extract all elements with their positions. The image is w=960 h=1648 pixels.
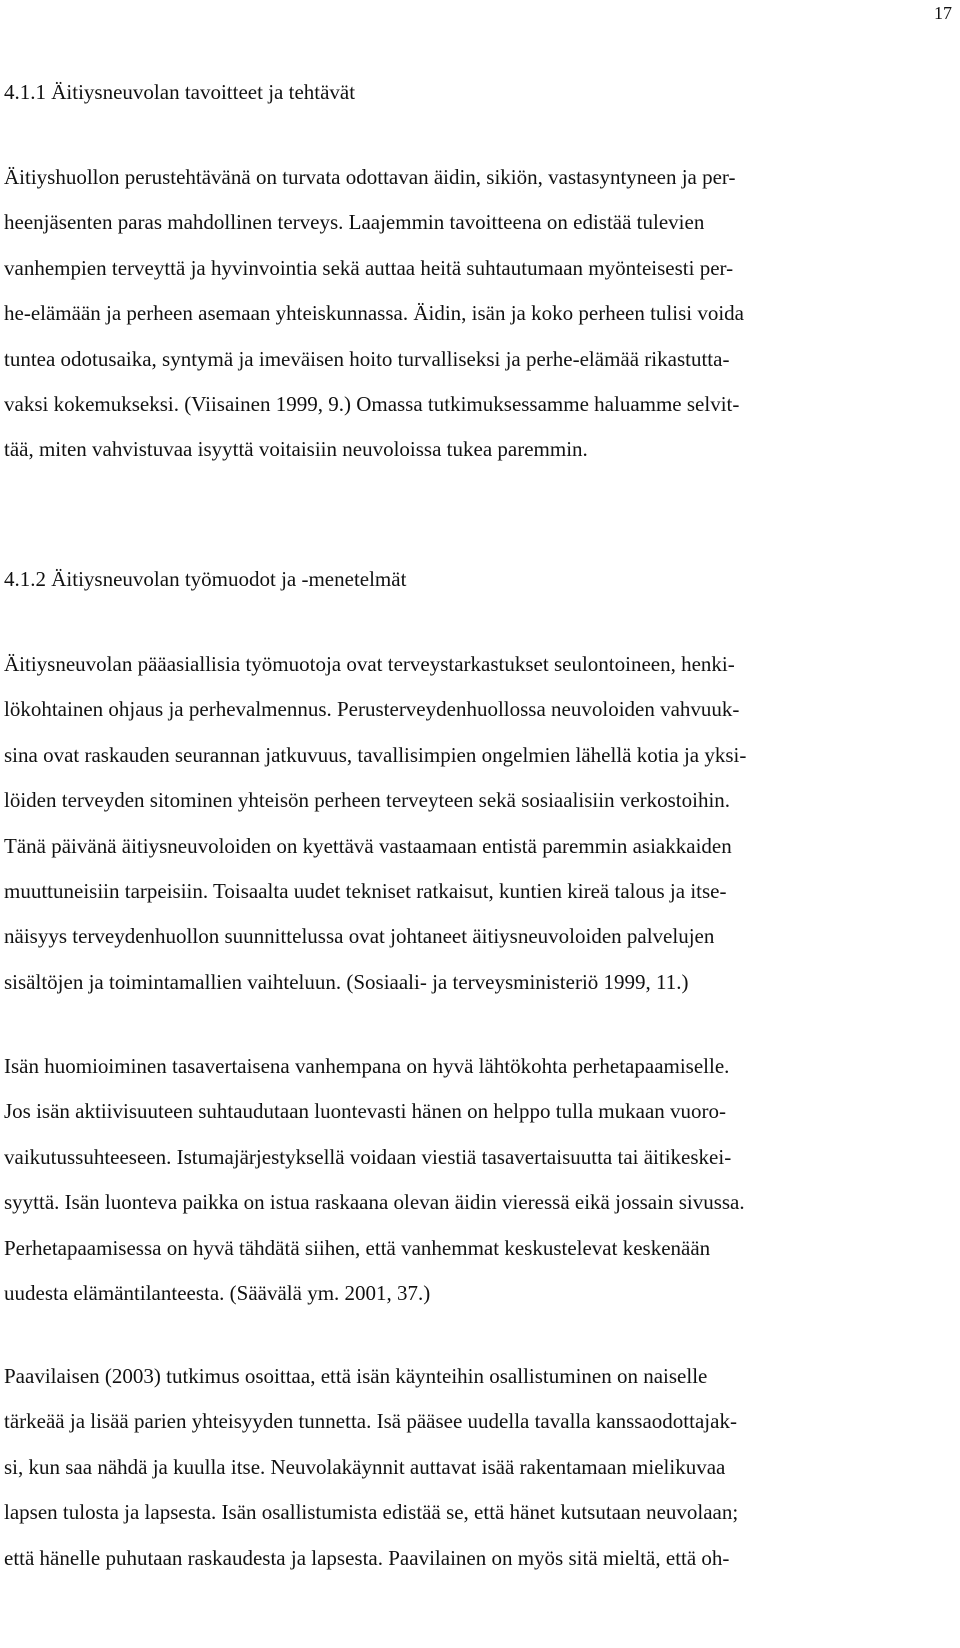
paragraph-line: Äitiysneuvolan pääasiallisia työmuotoja ovat terveystarkastukset seulontoineen, henki- — [4, 652, 735, 676]
paragraph-line: Tänä päivänä äitiysneuvoloiden on kyettävä vastaamaan entistä paremmin asiakkaiden — [4, 833, 732, 858]
paragraph-paavilainen-study — [4, 1354, 944, 1581]
paragraph-line: Äitiyshuollon perustehtävänä on turvata odottavan äidin, sikiön, vastasyntyneen ja per- — [4, 165, 736, 189]
paragraph-line: sina ovat raskauden seurannan jatkuvuus, tavallisimpien ongelmien lähellä kotia ja yksi- — [4, 742, 747, 767]
paragraph-line: vanhempien terveyttä ja hyvinvointia sekä auttaa heitä suhtautumaan myönteisesti per- — [4, 255, 734, 280]
paragraph-work-methods — [4, 642, 944, 1005]
paragraph-line: Isän huomioiminen tasavertaisena vanhempana on hyvä lähtökohta perhetapaamiselle. — [4, 1054, 730, 1078]
paragraph-line: tuntea odotusaika, syntymä ja imeväisen hoito turvalliseksi ja perhe-elämää rikastutta- — [4, 346, 730, 371]
paragraph-line: uudesta elämäntilanteesta. (Säävälä ym. 2001, 37.) — [4, 1281, 431, 1306]
paragraph-line: lapsen tulosta ja lapsesta. Isän osallistumista edistää se, että hänet kutsutaan neuvolaan; — [4, 1500, 739, 1525]
paragraph-line: tärkeää ja lisää parien yhteisyyden tunnetta. Isä pääsee uudella tavalla kanssaodottajak- — [4, 1409, 737, 1434]
paragraph-line: muuttuneisiin tarpeisiin. Toisaalta uudet tekniset ratkaisut, kuntien kireä talous ja itse- — [4, 879, 727, 904]
paragraph-line: näisyys terveydenhuollon suunnittelussa ovat johtaneet äitiysneuvoloiden palvelujen — [4, 924, 715, 949]
paragraph-line: löiden terveyden sitominen yhteisön perheen terveyteen sekä sosiaalisiin verkostoihin. — [4, 788, 731, 813]
paragraph-line: lökohtainen ohjaus ja perhevalmennus. Perusterveydenhuollossa neuvoloiden vahvuuk- — [4, 697, 740, 722]
paragraph-line: sisältöjen ja toimintamallien vaihteluun. (Sosiaali- ja terveysministeriö 1999, 11.) — [4, 969, 689, 994]
paragraph-line: he-elämään ja perheen asemaan yhteiskunnassa. Äidin, isän ja koko perheen tulisi voida — [4, 301, 745, 326]
paragraph-line: si, kun saa nähdä ja kuulla itse. Neuvolakäynnit auttavat isää rakentamaan mielikuvaa — [4, 1454, 726, 1479]
paragraph-line: vaksi kokemukseksi. (Viisainen 1999, 9.) Omassa tutkimuksessamme haluamme selvit- — [4, 392, 740, 417]
paragraph-line: vaikutussuhteeseen. Istumajärjestyksellä voidaan viestiä tasavertaisuutta tai äitikeskei- — [4, 1144, 732, 1169]
page-number: 17 — [934, 3, 952, 23]
paragraph-line: syyttä. Isän luonteva paikka on istua raskaana olevan äidin vieressä eikä jossain sivussa. — [4, 1190, 745, 1215]
heading-text: 4.1.2 Äitiysneuvolan työmuodot ja -menetelmät — [4, 567, 407, 591]
section-heading-4-1-1 — [4, 70, 944, 115]
paragraph-aims — [4, 155, 944, 473]
paragraph-line: heenjäsenten paras mahdollinen terveys. Laajemmin tavoitteena on edistää tulevien — [4, 210, 705, 235]
paragraph-line: Perhetapaamisessa on hyvä tähdätä siihen, että vanhemmat keskustelevat keskenään — [4, 1235, 711, 1260]
paragraph-line: Paavilaisen (2003) tutkimus osoittaa, että isän käynteihin osallistuminen on naiselle — [4, 1364, 708, 1388]
paragraph-line: tää, miten vahvistuvaa isyyttä voitaisiin neuvoloissa tukea paremmin. — [4, 437, 588, 462]
section-heading-4-1-2 — [4, 557, 944, 602]
paragraph-line: että hänelle puhutaan raskaudesta ja lapsesta. Paavilainen on myös sitä mieltä, että oh- — [4, 1545, 730, 1570]
paragraph-line: Jos isän aktiivisuuteen suhtaudutaan luontevasti hänen on helppo tulla mukaan vuoro- — [4, 1099, 727, 1124]
paragraph-father-inclusion — [4, 1044, 944, 1316]
heading-text: 4.1.1 Äitiysneuvolan tavoitteet ja tehtävät — [4, 80, 356, 104]
